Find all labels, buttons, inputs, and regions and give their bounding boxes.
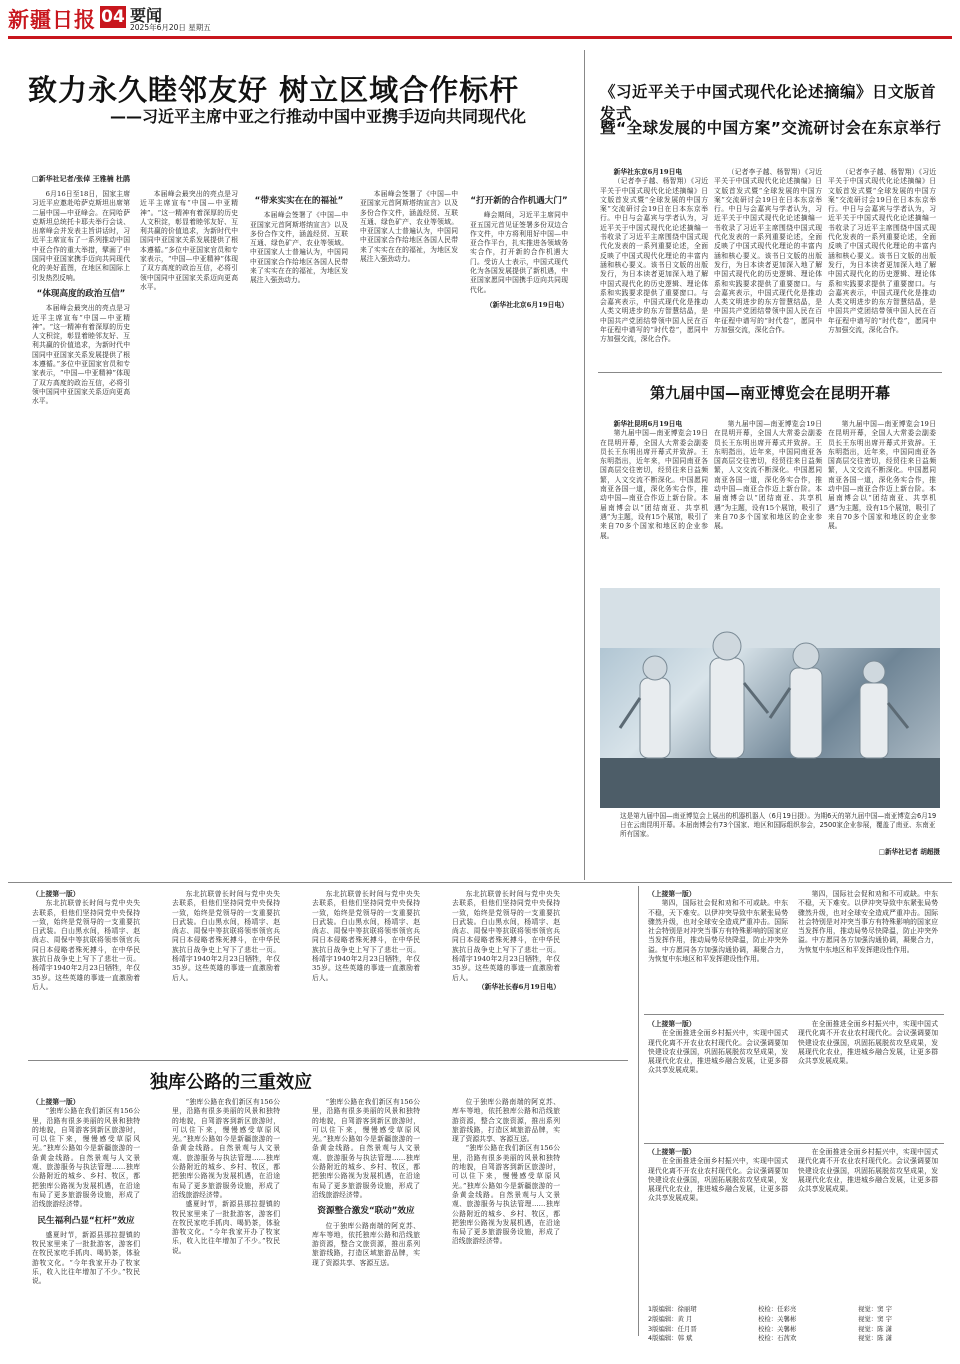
right-small-divider-2: [644, 1143, 944, 1144]
main-article-col4: [360, 190, 458, 875]
expo-article-col1: [600, 420, 708, 580]
body-paragraph-1b: 本届峰会最突出的亮点是习近平主席宣布“中国—中亚精神”。“这一精神有着深厚的历史人文积淀，彰显着睦邻友好、互利共赢的价值追求，为新时代中国同中亚国家关系发展提供了根本遵循。”多位中亚国家官员和专家表示，“中国—中亚精神”体现了双方高度的政治互信，必将引领中国同中亚国家关系迈向更高水平。: [140, 190, 238, 291]
subheading-3: “打开新的合作机遇大门”: [470, 196, 568, 206]
road-article-col2: [172, 1098, 280, 1358]
expo-article-body-c: 第九届中国—南亚博览会19日在昆明开幕，全国人大常委会副委员长王东明出席开幕式并致辞。王东明指出，近年来，中国同南亚各国高层交往密切，经贸往来日益频繁，人文交流不断深化。中国愿同南亚各国一道，深化务实合作，推动中国—南亚合作迈上新台阶。本届南博会以“团结南亚、共享机遇”为主题，设有15个展馆，吸引了来自70多个国家和地区的企业参展。: [828, 420, 936, 531]
continued-right-body-3b: 在全面推进全面乡村振兴中，实现中国式现代化离不开农业农村现代化。会议强调要加快建设农业强国，巩固拓展脱贫攻坚成果，发展现代化农业，推进城乡融合发展，让更多群众共享发展成果。: [798, 1148, 938, 1194]
column-divider: [584, 50, 585, 880]
continued-left-col4: [452, 890, 560, 1055]
continued-left-col2: [172, 890, 280, 1055]
expo-robot-photo: [600, 588, 940, 808]
expo-article-title: 第九届中国—南亚博览会在昆明开幕: [650, 384, 891, 402]
road-article-body-c: “独库公路在我们新区有156公里，沿路有很多美丽的风景和独特的地貌，自驾游客到新区旅游时，可以住下来，慢慢感受草原风光。”独库公路如今是新疆旅游的一条黄金线路。自然景观与人文景观、旅游服务与执法管理……独库公路附近的城乡、乡村、牧区，都把独库公路视为发展机遇，在沿途布局了更多旅游服务设施，形成了沿线旅游经济带。: [312, 1098, 420, 1199]
body-paragraph-2b: 本届峰会签署了《中国—中亚国家元首阿斯塔纳宣言》以及多份合作文件，涵盖经贸、互联互通、绿色矿产、农业等领域。中亚国家人士普遍认为，中国同中亚国家合作给地区各国人民带来了实实在在的福祉，为地区发展注入强劲动力。: [360, 190, 458, 264]
road-article-top-divider: [28, 1060, 628, 1061]
checker-name: 校检：任彩亮: [758, 1305, 797, 1313]
road-article-tag: （上接第一版）: [32, 1098, 80, 1106]
intro-paragraph: 6月16日至18日，国家主席习近平应邀赴哈萨克斯坦出席第二届中国—中亚峰会。在同哈萨克斯坦总统托卡耶夫举行会谈、出席峰会并发表主旨讲话时，习近平主席宣布了一系列推动中国中亚合作的重大举措，擘画了中国同中亚国家携手迈向共同现代化的美好蓝图，在地区和国际上引发热烈反响。: [32, 190, 130, 282]
continued-right-body: 第四，国际社会促和劝和不可或缺。中东不稳，天下难安。以伊冲突导致中东紧张局势骤然升级，也对全球安全造成严重冲击。国际社会特别是对冲突当事方有特殊影响的国家应当发挥作用，推动局势尽快降温，防止冲突外溢。中方愿同各方加强沟通协调，凝聚合力，为恢复中东地区和平发挥建设性作用。: [648, 899, 788, 964]
continued-right-body-2: 在全面推进全面乡村振兴中，实现中国式现代化离不开农业农村现代化。会议强调要加快建设农业强国，巩固拓展脱贫攻坚成果，发展现代化农业，推进城乡融合发展，让更多群众共享发展成果。: [648, 1029, 788, 1075]
subheading-1: “体现高度的政治互信”: [36, 288, 126, 299]
body-paragraph-3: 峰会期间，习近平主席同中亚五国元首见证签署多份双边合作文件，中方将利用好中国—中亚合作平台，扎实推进各领域务实合作，打开新的合作机遇大门。受访人士表示，中国式现代化为各国发展提供了新机遇，中亚国家愿同中国携手迈向共同现代化。: [470, 211, 568, 294]
continued-right3-col1: [648, 1148, 788, 1298]
continued-right-col1: [648, 890, 788, 1010]
editor-row-1: [648, 1305, 944, 1315]
expo-article-body-b: 第九届中国—南亚博览会19日在昆明开幕，全国人大常委会副委员长王东明出席开幕式并致辞。王东明指出，近年来，中国同南亚各国高层交往密切，经贸往来日益频繁，人文交流不断深化。中国愿同南亚各国一道，深化务实合作，推动中国—南亚合作迈上新台阶。本届南博会以“团结南亚、共享机遇”为主题，设有15个展馆，吸引了来自70多个国家和地区的企业参展。: [714, 420, 822, 531]
japan-article-body: （记者李子越、杨智翔）《习近平关于中国式现代化论述摘编》日文版首发式暨“全球发展的中国方案”交流研讨会19日在日本东京举行。中日与会嘉宾与学者认为，习近平关于中国式现代化论述摘编一书收录了习近平主席围绕中国式现代化发表的一系列重要论述，全面反映了中国式现代化理论的丰富内涵和核心要义。该书日文版的出版发行，为日本读者更加深入地了解中国式现代化的历史逻辑、理论体系和实践要求提供了重要窗口。与会嘉宾表示，中国式现代化是推动人类文明进步的东方智慧结晶，是中国共产党团结带领中国人民在百年征程中谱写的“时代卷”，愿同中方加强交流，深化合作。: [600, 177, 708, 344]
visual-name: 视觉：窦 宇: [858, 1305, 892, 1313]
newspaper-logo: 新疆日报: [8, 7, 96, 32]
visual-name: 视觉：陈 潇: [858, 1334, 892, 1343]
expo-photo-credit: □新华社记者 胡超摄: [878, 848, 940, 856]
main-article-subtitle: ——习近平主席中亚之行推动中国中亚携手迈向共同现代化: [110, 107, 527, 126]
continued-left-body-c: 东北抗联曾长时间与党中央失去联系，但他们坚持同党中央保持一致，始终是党领导的一支重要抗日武装。白山黑水间，杨靖宇、赵尚志、周保中等抗联将领率领官兵同日本侵略者殊死搏斗，在中华民族抗日战争史上写下了悲壮一页。杨靖宇1940年2月23日牺牲，年仅35岁。这些英雄的事迹一直激励着后人。: [312, 890, 420, 982]
road-body-sub2: 位于独库公路南端的阿克苏、库车等地，依托独库公路和沿线旅游资源，整合文旅资源，推出系列旅游线路，打造区域旅游品牌，实现了资源共享、客源互送。: [312, 1221, 420, 1267]
issue-date: 2025年6月20日 星期五: [130, 23, 211, 32]
road-body-sub1-b: 盛夏时节，新源县那拉提镇的牧民家里来了一批批游客，游客们在牧民家吃手抓肉、喝奶茶，体验游牧文化。“今年我家开办了牧家乐，收入比往年增加了不少。”牧民说。: [172, 1200, 280, 1255]
header-divider: [8, 36, 952, 39]
continued-left-body-b: 东北抗联曾长时间与党中央失去联系，但他们坚持同党中央保持一致，始终是党领导的一支重要抗日武装。白山黑水间，杨靖宇、赵尚志、周保中等抗联将领率领官兵同日本侵略者殊死搏斗，在中华民族抗日战争史上写下了悲壮一页。杨靖宇1940年2月23日牺牲，年仅35岁。这些英雄的事迹一直激励着后人。: [172, 890, 280, 982]
continued-left-credit: （新华社长春6月19日电）: [477, 982, 560, 991]
editor-credits: [648, 1305, 944, 1344]
continued-right2-col1: [648, 1020, 788, 1140]
continued-left-tag: （上接第一版）: [32, 890, 80, 898]
road-body-sub1: 盛夏时节，新源县那拉提镇的牧民家里来了一批批游客，游客们在牧民家吃手抓肉、喝奶茶，体验游牧文化。“今年我家开办了牧家乐，收入比往年增加了不少。”牧民说。: [32, 1230, 140, 1286]
editor-name: 4版编辑：韩 斌: [648, 1334, 693, 1343]
continued-left-body-d: 东北抗联曾长时间与党中央失去联系，但他们坚持同党中央保持一致，始终是党领导的一支重要抗日武装。白山黑水间，杨靖宇、赵尚志、周保中等抗联将领率领官兵同日本侵略者殊死搏斗，在中华民族抗日战争史上写下了悲壮一页。杨靖宇1940年2月23日牺牲，年仅35岁。这些英雄的事迹一直激励着后人。: [452, 890, 560, 982]
expo-article-col3: [828, 420, 936, 580]
japan-article-title-line1: 《习近平关于中国式现代化论述摘编》日文版首发式: [600, 83, 937, 123]
road-article-body-d: “独库公路在我们新区有156公里，沿路有很多美丽的风景和独特的地貌，自驾游客到新区旅游时，可以住下来，慢慢感受草原风光。”独库公路如今是新疆旅游的一条黄金线路。自然景观与人文景观、旅游服务与执法管理……独库公路附近的城乡、乡村、牧区，都把独库公路视为发展机遇，在沿途布局了更多旅游服务设施，形成了沿线旅游经济带。: [452, 1144, 560, 1246]
road-article-col3: [312, 1098, 420, 1358]
continued-right3-col2: [798, 1148, 938, 1298]
main-article-col2: [140, 190, 238, 875]
japan-article-col3: [828, 168, 936, 368]
checker-name: 校检：关馨彬: [758, 1314, 797, 1323]
page-number: 04: [101, 7, 125, 27]
checker-name: 校检：关馨彬: [758, 1324, 797, 1333]
editor-name: 2版编辑：黄 月: [648, 1314, 693, 1323]
editor-row-3: [648, 1325, 944, 1335]
road-subheading-2: 资源整合激发“联动”效应: [317, 1206, 415, 1217]
section-divider: [598, 372, 942, 373]
checker-name: 校检：石茜欢: [758, 1334, 797, 1343]
continued-right-body-3: 在全面推进全面乡村振兴中，实现中国式现代化离不开农业农村现代化。会议强调要加快建设农业强国，巩固拓展脱贫攻坚成果，发展现代化农业，推进城乡融合发展，让更多群众共享发展成果。: [648, 1157, 788, 1203]
continued-right-tag-3: （上接第一版）: [648, 1148, 696, 1156]
subheading-2: “带来实实在在的福祉”: [254, 196, 344, 206]
visual-name: 视觉：窦 宇: [858, 1314, 892, 1323]
expo-article-col2: [714, 420, 822, 580]
expo-article-lead: 新华社昆明6月19日电: [613, 420, 683, 428]
road-article-col1: [32, 1098, 140, 1358]
lower-column-divider: [638, 886, 639, 1336]
editor-row-2: [648, 1315, 944, 1325]
lower-section-divider: [8, 882, 952, 883]
continued-left-body: 东北抗联曾长时间与党中央失去联系，但他们坚持同党中央保持一致，始终是党领导的一支重要抗日武装。白山黑水间，杨靖宇、赵尚志、周保中等抗联将领率领官兵同日本侵略者殊死搏斗，在中华民族抗日战争史上写下了悲壮一页。杨靖宇1940年2月23日牺牲，年仅35岁。这些英雄的事迹一直激励着后人。: [32, 899, 140, 991]
japan-article-lead: 新华社东京6月19日电: [613, 168, 683, 176]
body-paragraph-1: 本届峰会最突出的亮点是习近平主席宣布“中国—中亚精神”。“这一精神有着深厚的历史人文积淀，彰显着睦邻友好、互利共赢的价值追求，为新时代中国同中亚国家关系发展提供了根本遵循。”多位中亚国家官员和专家表示，“中国—中亚精神”体现了双方高度的政治互信，必将引领中国同中亚国家关系迈向更高水平。: [32, 304, 130, 406]
editor-name: 3版编辑：任月晋: [648, 1324, 697, 1333]
section-name: 要闻: [130, 6, 163, 25]
expo-article-body: 第九届中国—南亚博览会19日在昆明开幕，全国人大常委会副委员长王东明出席开幕式并致辞。王东明指出，近年来，中国同南亚各国高层交往密切，经贸往来日益频繁，人文交流不断深化。中国愿同南亚各国一道，深化务实合作，推动中国—南亚合作迈上新台阶。本届南博会以“团结南亚、共享机遇”为主题，设有15个展馆，吸引了来自70多个国家和地区的企业参展。: [600, 429, 708, 540]
continued-right2-col2: [798, 1020, 938, 1140]
road-article-col4: [452, 1098, 560, 1358]
main-article-credit: （新华社北京6月19日电）: [485, 300, 568, 309]
continued-right-body-b: 第四，国际社会促和劝和不可或缺。中东不稳，天下难安。以伊冲突导致中东紧张局势骤然升级，也对全球安全造成严重冲击。国际社会特别是对冲突当事方有特殊影响的国家应当发挥作用，推动局势尽快降温，防止冲突外溢。中方愿同各方加强沟通协调，凝聚合力，为恢复中东地区和平发挥建设性作用。: [798, 890, 938, 954]
main-article-col5: [470, 190, 568, 875]
continued-left-col3: [312, 890, 420, 1055]
robot-photo-illustration: [600, 588, 940, 808]
japan-article-col1: [600, 168, 708, 368]
japan-article-body-c: （记者李子越、杨智翔）《习近平关于中国式现代化论述摘编》日文版首发式暨“全球发展的中国方案”交流研讨会19日在日本东京举行。中日与会嘉宾与学者认为，习近平关于中国式现代化论述摘编一书收录了习近平主席围绕中国式现代化发表的一系列重要论述，全面反映了中国式现代化理论的丰富内涵和核心要义。该书日文版的出版发行，为日本读者更加深入地了解中国式现代化的历史逻辑、理论体系和实践要求提供了重要窗口。与会嘉宾表示，中国式现代化是推动人类文明进步的东方智慧结晶，是中国共产党团结带领中国人民在百年征程中谱写的“时代卷”，愿同中方加强交流，深化合作。: [828, 168, 936, 335]
main-article-byline: □新华社记者/张倬 王雅楠 杜鹃: [32, 175, 131, 183]
visual-name: 视觉：陈 潇: [858, 1324, 892, 1333]
right-small-divider: [644, 1014, 944, 1015]
editor-row-4: [648, 1334, 944, 1344]
main-article-title: 致力永久睦邻友好 树立区域合作标杆: [28, 73, 520, 107]
road-article-body: “独库公路在我们新区有156公里，沿路有很多美丽的风景和独特的地貌，自驾游客到新区旅游时，可以住下来，慢慢感受草原风光。”独库公路如今是新疆旅游的一条黄金线路。自然景观与人文景观、旅游服务与执法管理……独库公路附近的城乡、乡村、牧区，都把独库公路视为发展机遇，在沿途布局了更多旅游服务设施，形成了沿线旅游经济带。: [32, 1107, 140, 1209]
japan-article-body-b: （记者李子越、杨智翔）《习近平关于中国式现代化论述摘编》日文版首发式暨“全球发展的中国方案”交流研讨会19日在日本东京举行。中日与会嘉宾与学者认为，习近平关于中国式现代化论述摘编一书收录了习近平主席围绕中国式现代化发表的一系列重要论述，全面反映了中国式现代化理论的丰富内涵和核心要义。该书日文版的出版发行，为日本读者更加深入地了解中国式现代化的历史逻辑、理论体系和实践要求提供了重要窗口。与会嘉宾表示，中国式现代化是推动人类文明进步的东方智慧结晶，是中国共产党团结带领中国人民在百年征程中谱写的“时代卷”，愿同中方加强交流，深化合作。: [714, 168, 822, 335]
road-article-body-b: “独库公路在我们新区有156公里，沿路有很多美丽的风景和独特的地貌，自驾游客到新区旅游时，可以住下来，慢慢感受草原风光。”独库公路如今是新疆旅游的一条黄金线路。自然景观与人文景观、旅游服务与执法管理……独库公路附近的城乡、乡村、牧区，都把独库公路视为发展机遇，在沿途布局了更多旅游服务设施，形成了沿线旅游经济带。: [172, 1098, 280, 1199]
continued-right-tag: （上接第一版）: [648, 890, 696, 898]
continued-right-body-2b: 在全面推进全面乡村振兴中，实现中国式现代化离不开农业农村现代化。会议强调要加快建设农业强国，巩固拓展脱贫攻坚成果，发展现代化农业，推进城乡融合发展，让更多群众共享发展成果。: [798, 1020, 938, 1066]
road-article-title: 独库公路的三重效应: [150, 1072, 312, 1093]
japan-article-col2: [714, 168, 822, 368]
continued-right-col2: [798, 890, 938, 1010]
continued-right-tag-2: （上接第一版）: [648, 1020, 696, 1028]
road-body-sub2-b: 位于独库公路南端的阿克苏、库车等地，依托独库公路和沿线旅游资源，整合文旅资源，推出系列旅游线路，打造区域旅游品牌，实现了资源共享、客源互送。: [452, 1098, 560, 1144]
japan-article-title-line2: 暨“全球发展的中国方案”交流研讨会在东京举行: [600, 119, 942, 137]
expo-photo-caption: 这是第九届中国—南亚博览会上展出的机器机器人（6月19日摄）。为期6天的第九届中国—南亚博览会6月19日在云南昆明开幕。本届南博会有73个国家、地区和国际组织参会，2500家企业参展，覆盖了南亚、东南亚所有国家。: [620, 812, 937, 838]
road-subheading-1: 民生福利凸显“杠杆”效应: [37, 1215, 135, 1226]
continued-left-col1: [32, 890, 140, 1055]
main-article-col1: [32, 190, 130, 875]
editor-name: 1版编辑：徐丽珺: [648, 1305, 697, 1313]
body-paragraph-2: 本届峰会签署了《中国—中亚国家元首阿斯塔纳宣言》以及多份合作文件，涵盖经贸、互联互通、绿色矿产、农业等领域。中亚国家人士普遍认为，中国同中亚国家合作给地区各国人民带来了实实在在的福祉，为地区发展注入强劲动力。: [250, 211, 348, 285]
main-article-col3: [250, 190, 348, 875]
